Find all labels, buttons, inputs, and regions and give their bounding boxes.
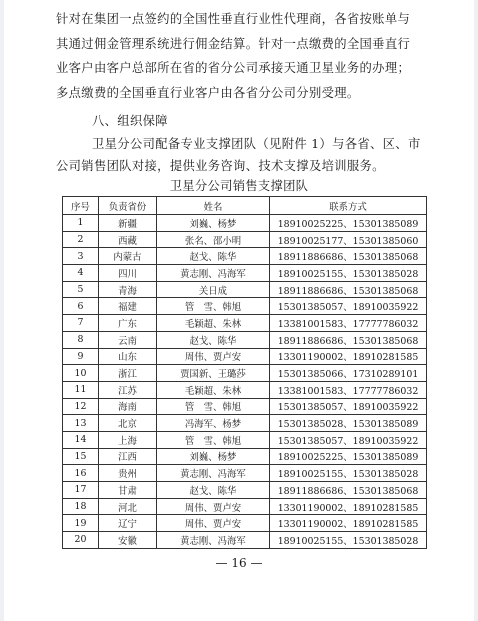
row-contact: 18911886686、15301385068 <box>270 331 427 348</box>
table-row <box>63 298 427 315</box>
row-index: 16 <box>63 465 99 482</box>
table-row <box>63 265 427 282</box>
table-row <box>63 365 427 382</box>
table-row <box>63 465 427 482</box>
header-contact: 联系方式 <box>270 197 427 215</box>
row-index: 9 <box>63 348 99 365</box>
row-index: 4 <box>63 265 99 282</box>
table-row <box>63 348 427 365</box>
table-row <box>63 248 427 265</box>
row-name: 管 雪、韩旭 <box>157 398 270 415</box>
row-name: 黄志刚、冯海军 <box>157 265 270 282</box>
table-row <box>63 215 427 232</box>
row-contact: 18910025225、15301385089 <box>270 215 427 232</box>
row-province: 上海 <box>99 431 157 448</box>
row-name: 周伟、贾卢安 <box>157 348 270 365</box>
table-row <box>63 398 427 415</box>
row-index: 2 <box>63 231 99 248</box>
row-province: 江西 <box>99 448 157 465</box>
row-name: 贾国新、王璐莎 <box>157 365 270 382</box>
table-header-row <box>63 197 427 215</box>
row-contact: 13301190002、18910281585 <box>270 348 427 365</box>
row-contact: 18911886686、15301385068 <box>270 482 427 499</box>
table-row <box>63 231 427 248</box>
row-contact: 15301385066、17310289101 <box>270 365 427 382</box>
table-row <box>63 315 427 332</box>
row-index: 7 <box>63 315 99 332</box>
table-row <box>63 448 427 465</box>
row-index: 6 <box>63 298 99 315</box>
row-name: 刘巍、杨梦 <box>157 448 270 465</box>
row-province: 内蒙古 <box>99 248 157 265</box>
row-province: 四川 <box>99 265 157 282</box>
row-index: 20 <box>63 532 99 549</box>
row-contact: 18911886686、15301385068 <box>270 281 427 298</box>
body-line-2: 公司销售团队对接，提供业务咨询、技术支撑及培训服务。 <box>56 159 385 173</box>
table-row <box>63 381 427 398</box>
row-index: 13 <box>63 415 99 432</box>
row-contact: 13301190002、18910281585 <box>270 498 427 515</box>
row-contact: 13301190002、18910281585 <box>270 515 427 532</box>
row-name: 赵戈、陈华 <box>157 331 270 348</box>
row-name: 刘巍、杨梦 <box>157 215 270 232</box>
header-province: 负责省份 <box>99 197 157 215</box>
row-index: 17 <box>63 482 99 499</box>
row-index: 1 <box>63 215 99 232</box>
row-index: 5 <box>63 281 99 298</box>
table-row <box>63 515 427 532</box>
row-contact: 18910025155、15301385028 <box>270 465 427 482</box>
row-index: 3 <box>63 248 99 265</box>
body-line-1: 卫星分公司配备专业支撑团队（见附件 1）与各省、区、市 <box>92 137 421 151</box>
page-number: — 16 — <box>215 556 263 570</box>
sales-support-table <box>62 196 427 549</box>
row-index: 12 <box>63 398 99 415</box>
row-contact: 15301385057、18910035922 <box>270 431 427 448</box>
row-index: 10 <box>63 365 99 382</box>
row-index: 15 <box>63 448 99 465</box>
row-province: 河北 <box>99 498 157 515</box>
row-contact: 18910025177、15301385060 <box>270 231 427 248</box>
section-heading: 八、组织保障 <box>92 114 168 128</box>
row-province: 山东 <box>99 348 157 365</box>
row-province: 西藏 <box>99 231 157 248</box>
table-row <box>63 431 427 448</box>
row-name: 毛颖超、朱林 <box>157 315 270 332</box>
table-row <box>63 532 427 549</box>
row-name: 管 雪、韩旭 <box>157 298 270 315</box>
row-province: 广东 <box>99 315 157 332</box>
paragraph-line-2: 其通过佣金管理系统进行佣金结算。针对一点缴费的全国垂直行 <box>56 37 411 51</box>
row-province: 辽宁 <box>99 515 157 532</box>
table-row <box>63 281 427 298</box>
table-row <box>63 415 427 432</box>
row-contact: 18910025155、15301385028 <box>270 532 427 549</box>
row-name: 周伟、贾卢安 <box>157 498 270 515</box>
row-index: 19 <box>63 515 99 532</box>
paragraph-line-4: 多点缴费的全国垂直行业客户由各省分公司分别受理。 <box>56 86 360 100</box>
row-name: 黄志刚、冯海军 <box>157 465 270 482</box>
row-contact: 15301385028、15301385089 <box>270 415 427 432</box>
row-contact: 18911886686、15301385068 <box>270 248 427 265</box>
row-contact: 13381001583、17777786032 <box>270 315 427 332</box>
row-name: 关日成 <box>157 281 270 298</box>
row-index: 8 <box>63 331 99 348</box>
paragraph-line-1: 针对在集团一点签约的全国性垂直行业性代理商，各省按账单与 <box>56 12 411 26</box>
row-province: 安徽 <box>99 532 157 549</box>
row-contact: 15301385057、18910035922 <box>270 298 427 315</box>
paragraph-line-3: 业客户由客户总部所在省的省分公司承接天通卫星业务的办理； <box>56 61 411 75</box>
row-index: 11 <box>63 381 99 398</box>
row-province: 福建 <box>99 298 157 315</box>
row-contact: 13381001583、17777786032 <box>270 381 427 398</box>
row-index: 18 <box>63 498 99 515</box>
table-row <box>63 498 427 515</box>
row-name: 管 雪、韩旭 <box>157 431 270 448</box>
row-contact: 15301385057、18910035922 <box>270 398 427 415</box>
row-name: 冯海军、杨梦 <box>157 415 270 432</box>
row-contact: 18910025225、15301385089 <box>270 448 427 465</box>
document-page <box>4 0 474 621</box>
row-province: 甘肃 <box>99 482 157 499</box>
row-province: 青海 <box>99 281 157 298</box>
row-name: 黄志刚、冯海军 <box>157 532 270 549</box>
row-name: 赵戈、陈华 <box>157 482 270 499</box>
row-name: 毛颖超、朱林 <box>157 381 270 398</box>
row-name: 赵戈、陈华 <box>157 248 270 265</box>
row-contact: 18910025155、15301385028 <box>270 265 427 282</box>
row-name: 张名、邵小明 <box>157 231 270 248</box>
row-name: 周伟、贾卢安 <box>157 515 270 532</box>
header-name: 姓名 <box>157 197 270 215</box>
row-province: 云南 <box>99 331 157 348</box>
row-province: 北京 <box>99 415 157 432</box>
row-province: 江苏 <box>99 381 157 398</box>
table-row <box>63 482 427 499</box>
row-province: 海南 <box>99 398 157 415</box>
header-index: 序号 <box>63 197 99 215</box>
row-province: 浙江 <box>99 365 157 382</box>
table-row <box>63 331 427 348</box>
row-province: 贵州 <box>99 465 157 482</box>
row-province: 新疆 <box>99 215 157 232</box>
table-title: 卫星分公司销售支撑团队 <box>169 179 309 193</box>
row-index: 14 <box>63 431 99 448</box>
